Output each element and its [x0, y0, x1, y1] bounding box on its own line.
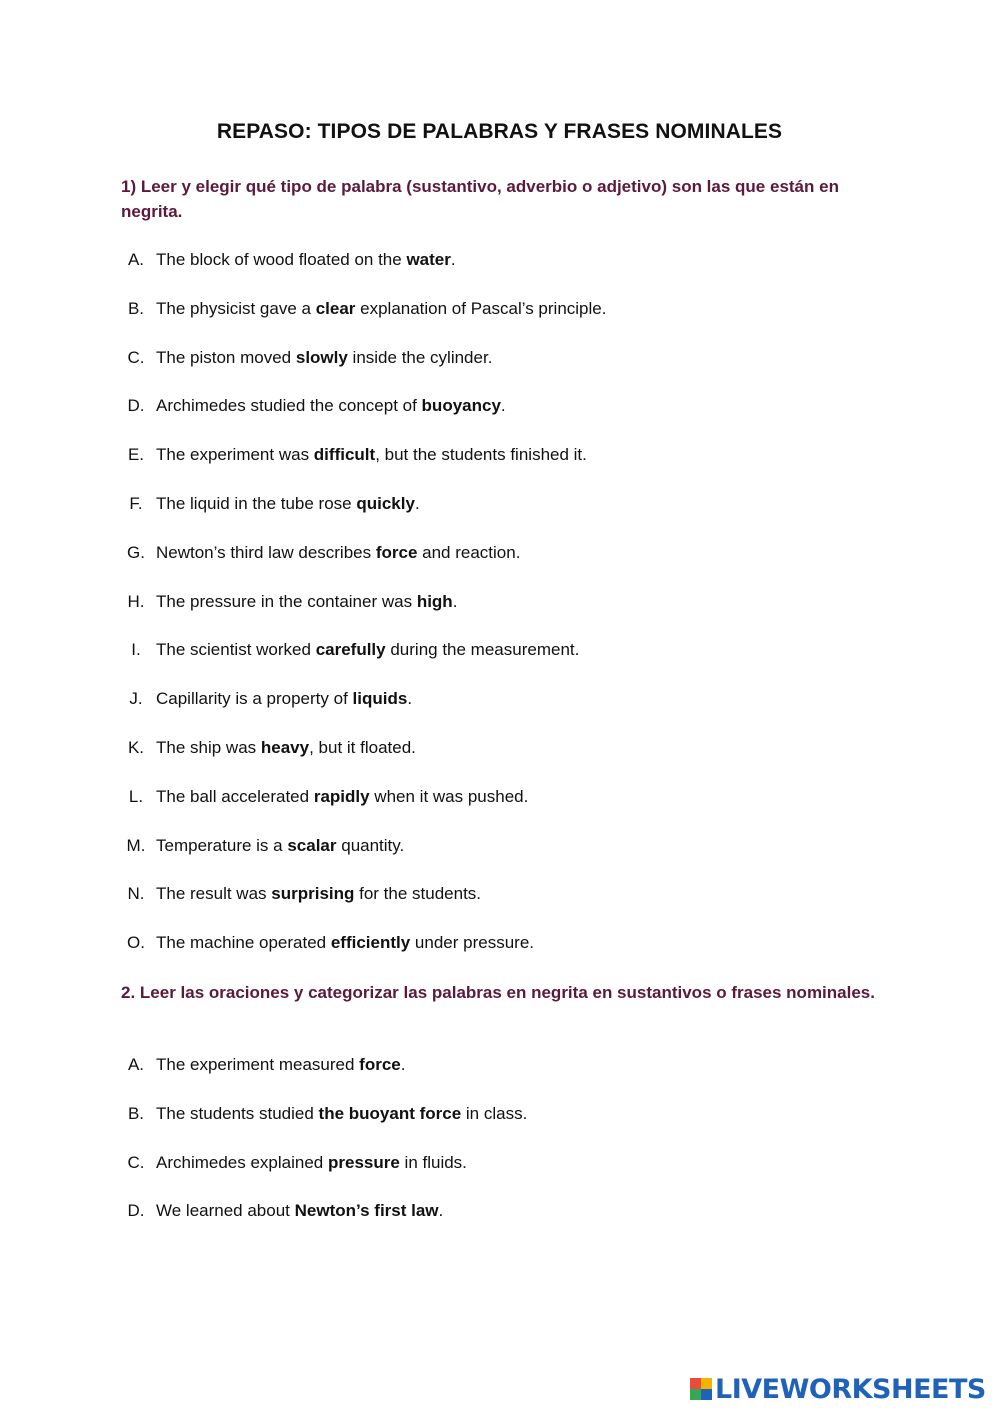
- item-letter: G.: [127, 542, 145, 562]
- bold-word: Newton’s first law: [294, 1201, 439, 1221]
- item-sentence: [156, 493, 420, 515]
- bold-word: heavy: [260, 737, 310, 757]
- list-item: [0, 1152, 999, 1201]
- list-item: [0, 688, 999, 737]
- list-item: [0, 298, 999, 347]
- item-sentence: [156, 1103, 527, 1125]
- item-letter: J.: [129, 689, 143, 709]
- list-item: [0, 347, 999, 396]
- bold-word: difficult: [313, 445, 376, 465]
- sentence-text: The pressure in the container was: [156, 591, 417, 611]
- sentence-text: Capillarity is a property of: [156, 689, 353, 709]
- section-2-heading: 2. Leer las oraciones y categorizar las palabras en negrita en sustantivos o frases nominales.: [121, 983, 875, 1002]
- item-letter: A.: [127, 250, 145, 269]
- item-letter: E.: [127, 445, 145, 465]
- item-letter: C.: [127, 1152, 145, 1172]
- sentence-text: during the measurement.: [385, 640, 580, 660]
- bold-word: buoyancy: [421, 396, 501, 416]
- sentence-text: in class.: [461, 1103, 528, 1123]
- bold-word: the buoyant force: [318, 1103, 462, 1123]
- bold-word: quickly: [356, 493, 415, 513]
- item-sentence: [156, 1152, 467, 1174]
- bold-word: liquids: [352, 689, 408, 709]
- liveworksheets-logo: [690, 1372, 986, 1406]
- sentence-text: Archimedes explained: [156, 1152, 328, 1172]
- item-sentence: [156, 347, 492, 369]
- bold-word: carefully: [315, 640, 386, 660]
- sentence-text: , but it floated.: [309, 737, 416, 757]
- sentence-text: The machine operated: [156, 933, 331, 953]
- sentence-text: .: [407, 689, 413, 709]
- list-item: [0, 444, 999, 493]
- sentence-text: .: [400, 1055, 406, 1074]
- sentence-text: .: [414, 493, 420, 513]
- sentence-text: .: [438, 1201, 444, 1221]
- item-sentence: [156, 932, 534, 954]
- sentence-text: We learned about: [156, 1201, 295, 1221]
- sentence-text: .: [452, 591, 458, 611]
- item-letter: O.: [127, 933, 145, 953]
- sentence-text: The ball accelerated: [156, 786, 314, 806]
- item-sentence: [156, 1054, 405, 1076]
- item-letter: C.: [127, 347, 145, 367]
- list-item: [0, 1200, 999, 1249]
- item-sentence: [156, 591, 457, 613]
- sentence-text: The ship was: [156, 737, 261, 757]
- item-sentence: [156, 1200, 443, 1222]
- item-letter: M.: [126, 835, 146, 855]
- bold-word: scalar: [287, 835, 337, 855]
- item-sentence: [156, 444, 587, 466]
- item-letter: L.: [128, 786, 144, 806]
- bold-word: water: [406, 250, 451, 269]
- item-letter: D.: [127, 1201, 145, 1221]
- item-letter: H.: [127, 591, 145, 611]
- item-sentence: [156, 688, 412, 710]
- list-item: [0, 542, 999, 591]
- sentence-text: .: [450, 250, 456, 269]
- sentence-text: The piston moved: [156, 347, 296, 367]
- sentence-text: The result was: [156, 884, 272, 904]
- item-letter: D.: [127, 396, 145, 416]
- list-item: [0, 493, 999, 542]
- bold-word: clear: [315, 298, 356, 318]
- item-sentence: [156, 737, 416, 759]
- item-sentence: [156, 639, 579, 661]
- bold-word: pressure: [327, 1152, 400, 1172]
- bold-word: force: [359, 1055, 401, 1074]
- sentence-text: The scientist worked: [156, 640, 316, 660]
- sentence-text: in fluids.: [399, 1152, 467, 1172]
- sentence-text: The liquid in the tube rose: [156, 493, 357, 513]
- section-1-heading: 1) Leer y elegir qué tipo de palabra (sustantivo, adverbio o adjetivo) son las que están en negrita.: [121, 177, 839, 221]
- list-item: [0, 639, 999, 688]
- list-item: [0, 249, 999, 298]
- item-letter: A.: [127, 1055, 145, 1074]
- item-sentence: [156, 835, 404, 857]
- sentence-text: Archimedes studied the concept of: [156, 396, 422, 416]
- item-sentence: [156, 298, 606, 320]
- sentence-text: explanation of Pascal’s principle.: [355, 298, 607, 318]
- bold-word: efficiently: [330, 933, 411, 953]
- section-2-list: [0, 1054, 999, 1249]
- sentence-text: The students studied: [156, 1103, 319, 1123]
- list-item: [0, 1054, 999, 1103]
- bold-word: high: [416, 591, 453, 611]
- item-sentence: [156, 883, 481, 905]
- item-letter: I.: [131, 640, 141, 660]
- item-sentence: [156, 542, 520, 564]
- list-item: [0, 1103, 999, 1152]
- sentence-text: when it was pushed.: [369, 786, 529, 806]
- item-letter: B.: [127, 1103, 145, 1123]
- sentence-text: The experiment was: [156, 445, 314, 465]
- sentence-text: The experiment measured: [156, 1055, 360, 1074]
- sentence-text: Newton’s third law describes: [156, 542, 376, 562]
- section-1-list: [0, 249, 999, 981]
- item-letter: N.: [127, 884, 145, 904]
- bold-word: surprising: [271, 884, 355, 904]
- page-title: REPASO: TIPOS DE PALABRAS Y FRASES NOMINALES: [216, 120, 783, 143]
- item-letter: B.: [127, 298, 145, 318]
- list-item: [0, 932, 999, 981]
- list-item: [0, 737, 999, 786]
- sentence-text: for the students.: [354, 884, 482, 904]
- sentence-text: .: [500, 396, 506, 416]
- sentence-text: under pressure.: [410, 933, 534, 953]
- item-sentence: [156, 249, 456, 271]
- list-item: [0, 591, 999, 640]
- list-item: [0, 395, 999, 444]
- sentence-text: and reaction.: [417, 542, 521, 562]
- list-item: [0, 835, 999, 884]
- list-item: [0, 883, 999, 932]
- bold-word: slowly: [295, 347, 348, 367]
- sentence-text: The physicist gave a: [156, 298, 316, 318]
- liveworksheets-logo-icon: [690, 1378, 712, 1400]
- sentence-text: The block of wood floated on the: [156, 250, 407, 269]
- sentence-text: inside the cylinder.: [347, 347, 493, 367]
- sentence-text: Temperature is a: [156, 835, 288, 855]
- bold-word: force: [375, 542, 418, 562]
- sentence-text: quantity.: [336, 835, 405, 855]
- item-letter: K.: [127, 737, 145, 757]
- sentence-text: , but the students finished it.: [375, 445, 587, 465]
- bold-word: rapidly: [313, 786, 370, 806]
- logo-text: LIVEWORKSHEETS: [715, 1373, 986, 1405]
- item-letter: F.: [129, 493, 143, 513]
- item-sentence: [156, 786, 528, 808]
- item-sentence: [156, 395, 506, 417]
- list-item: [0, 786, 999, 835]
